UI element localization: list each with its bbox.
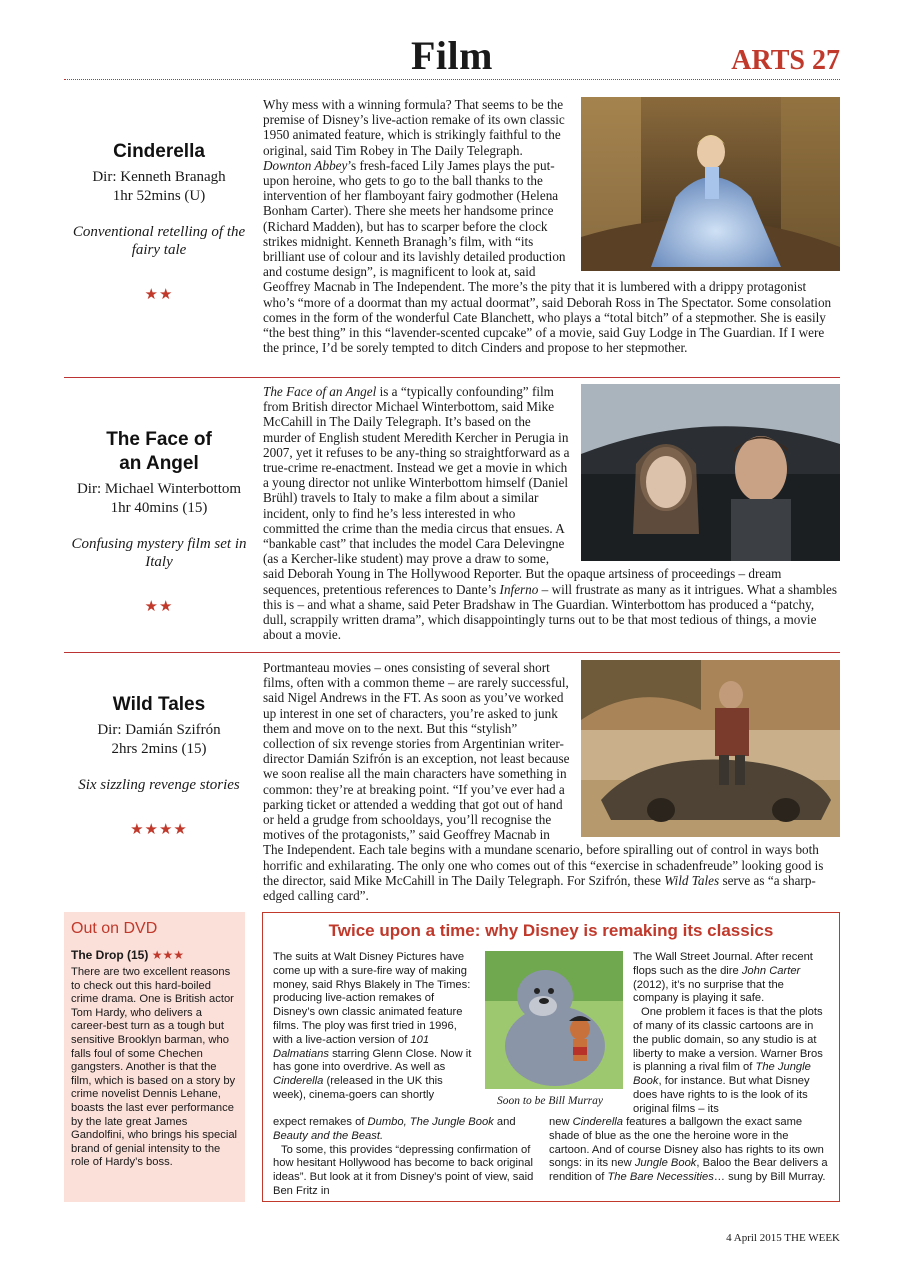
film-runtime: 1hr 52mins (U) — [112, 188, 206, 204]
illustration-caption: Soon to be Bill Murray — [496, 1095, 604, 1107]
dvd-heading: Out on DVD — [71, 920, 158, 937]
star-rating: ★★ — [144, 287, 174, 303]
film-title: Cinderella — [113, 141, 205, 162]
arts-page-label: ARTS 27 — [731, 45, 840, 76]
star-rating: ★★★★ — [130, 822, 188, 838]
jungle-book-illustration — [485, 951, 623, 1089]
dvd-title: The Drop (15) ★★★ — [71, 948, 184, 962]
feature-bottom-left: expect remakes of Dumbo, The Jungle Book and Beauty and the Beast. To some, this provides “depressing confirmation of how hesitant Hollywood has become to back original ideas”. But look at it from Disney’s point of view, said Ben Fritz in — [273, 1116, 534, 1197]
film-director: Dir: Michael Winterbottom — [76, 481, 242, 497]
star-rating: ★★★ — [151, 948, 184, 962]
disney-feature-box — [262, 912, 840, 1202]
review-divider — [64, 377, 840, 378]
page-footer: 4 April 2015 THE WEEK — [726, 1232, 840, 1244]
film-title: The Face of an Angel — [106, 429, 212, 474]
film-title: Wild Tales — [112, 694, 206, 715]
review-cinderella — [64, 95, 840, 373]
review-body: The Face of an Angel is a “typically confounding” film from British director Michael Winterbottom, said Mike McCahill in The Daily Telegraph. It’s based on the murder of English student Meredith Kercher in Perugia in 2007, yet it refuses to be any-thing so straightforward as a true-crime re-enactment. Instead we get a movie in which a young director not unlike Winterbottom himself (Daniel Brühl) travels to Italy to make a film about a similar incident, only to find he’s less interested in who committed the crime than the media circus that ensues. A “bankable cast” that includes the model Cara Delevingne (as a Kercher-like student) may prove a draw to some, said Deborah Young in The Hollywood Reporter. But the opaque artsiness of proceedings – dream sequences, pretentious references to Dante’s Inferno – will frustrate as many as it intrigues. What a shambles this is – and what a shame, said Peter Bradshaw in The Guardian. Winterbottom has produced a “patchy, dull, scrappily written drama”, which disappointingly turns out to be that most tedious of things, a movie about a movie. — [263, 384, 840, 642]
header-divider — [64, 79, 840, 80]
review-meta — [64, 428, 254, 616]
review-face-of-an-angel — [64, 382, 840, 647]
feature-column-right: The Wall Street Journal. After recent flops such as the dire John Carter (2012), it’s no surprise that the company is playing it safe. One problem it faces is that the plots of many of its classic cartoons are in the public domain, so any studio is at liberty to make a version. Warner Bros is planning a rival film of The Jungle Book, for instance. But what Disney does have rights to is the look of its original films – its — [633, 951, 823, 1115]
film-director: Dir: Kenneth Branagh — [92, 169, 226, 185]
wild-tales-photo — [581, 660, 840, 837]
review-meta — [64, 693, 254, 839]
dvd-text: There are two excellent reasons to check out this hard-boiled crime drama. One is British actor Tom Hardy, who delivers a career-best turn as a tough but sensitive Brooklyn barman, who falls foul of some Chechen gangsters. Another is that the film, which is based on a story by crime novelist Dennis Lehane, boasts the last ever performance by the late great James Gandolfini, who brings his special brand of genial intensity to the role of Hardy’s boss. — [71, 966, 238, 1169]
review-divider — [64, 652, 840, 653]
film-director: Dir: Damián Szifrón — [97, 722, 221, 738]
feature-heading: Twice upon a time: why Disney is remaking its classics — [328, 921, 774, 940]
review-wild-tales — [64, 657, 840, 907]
review-body: Why mess with a winning formula? That seems to be the premise of Disney’s live-action remake of its own classic 1950 animated feature, which is strikingly faithful to the original, said Tim Robey in The Daily Telegraph. Downton Abbey’s fresh-faced Lily James plays the put-upon heroine, who gets to go to the ball thanks to the intervention of her flamboyant fairy godmother (Helena Bonham Carter). There she meets her handsome prince (Richard Madden), but has to scarper before the clock strikes midnight. Kenneth Branagh’s film, with “its brilliant use of colour and its lavishly detailed production and costume design”, is magnificent to look at, said Geoffrey Macnab in The Independent. The more’s the pity that it is lumbered with a drippy protagonist who’s “more of a doormat than my actual doormat”, said Deborah Ross in The Spectator. Some consolation comes in the form of the wonderful Cate Blanchett, who plays a “total bitch” of a stepmother. She is easily “the best thing” in this “lavender-scented cupcake” of a movie, said Guy Lodge in The Guardian. If I were the prince, I’d be sorely tempted to ditch Cinders and propose to her stepmother. — [263, 97, 840, 355]
dvd-sidebar — [64, 912, 245, 1202]
cinderella-photo — [581, 97, 840, 271]
film-tagline: Six sizzling revenge stories — [78, 777, 240, 793]
film-runtime: 2hrs 2mins (15) — [111, 741, 207, 757]
feature-column-left: The suits at Walt Disney Pictures have come up with a sure-fire way of making money, said Rhys Blakely in The Times: producing live-action remakes of Disney’s own classic animated feature films. The ploy was first tried in 1996, with a live-action version of 101 Dalmatians starring Glenn Close. Now it has gone into overdrive. As well as Cinderella (released in the UK this week), cinema-goers can shortly — [273, 951, 472, 1101]
film-tagline: Conventional retelling of the fairy tale — [72, 224, 246, 258]
review-meta — [64, 140, 254, 304]
feature-bottom-right: new Cinderella features a ballgown the exact same shade of blue as the one the heroine wore in the cartoon. And of course Disney also has rights to its own songs: in its new Jungle Book, Baloo the Bear delivers a rendition of The Bare Necessities… sung by Bill Murray. — [549, 1116, 828, 1184]
review-body: Portmanteau movies – ones consisting of several short films, often with a common theme – are rarely successful, said Nigel Andrews in the FT. As soon as you’ve worked up interest in one set of characters, you’re asked to junk them and move on to the next. But this “stylish” collection of six revenge stories from Argentinian writer-director Damián Szifrón is an exception, not least because we soon realise all the main characters have something in common: they’re at breaking point. “If you’ve ever had a parking ticket or attended a wedding that got out of hand or held a grudge from schooldays, you’ll recognise the motives of the protagonists,” said Geoffrey Macnab in The Independent. Each tale begins with a mundane scenario, before spiralling out of control in ways both horrific and exhilarating. The only one who comes out of this “exercise in schadenfreude” looking good is the director, said Mike McCahill in The Daily Telegraph. For Szifrón, these Wild Tales serve as “a sharp-edged calling card”. — [263, 660, 840, 903]
film-runtime: 1hr 40mins (15) — [110, 500, 208, 516]
section-title: Film — [411, 33, 493, 78]
face-of-an-angel-photo — [581, 384, 840, 561]
film-tagline: Confusing mystery film set in Italy — [71, 536, 247, 570]
star-rating: ★★ — [144, 599, 174, 615]
